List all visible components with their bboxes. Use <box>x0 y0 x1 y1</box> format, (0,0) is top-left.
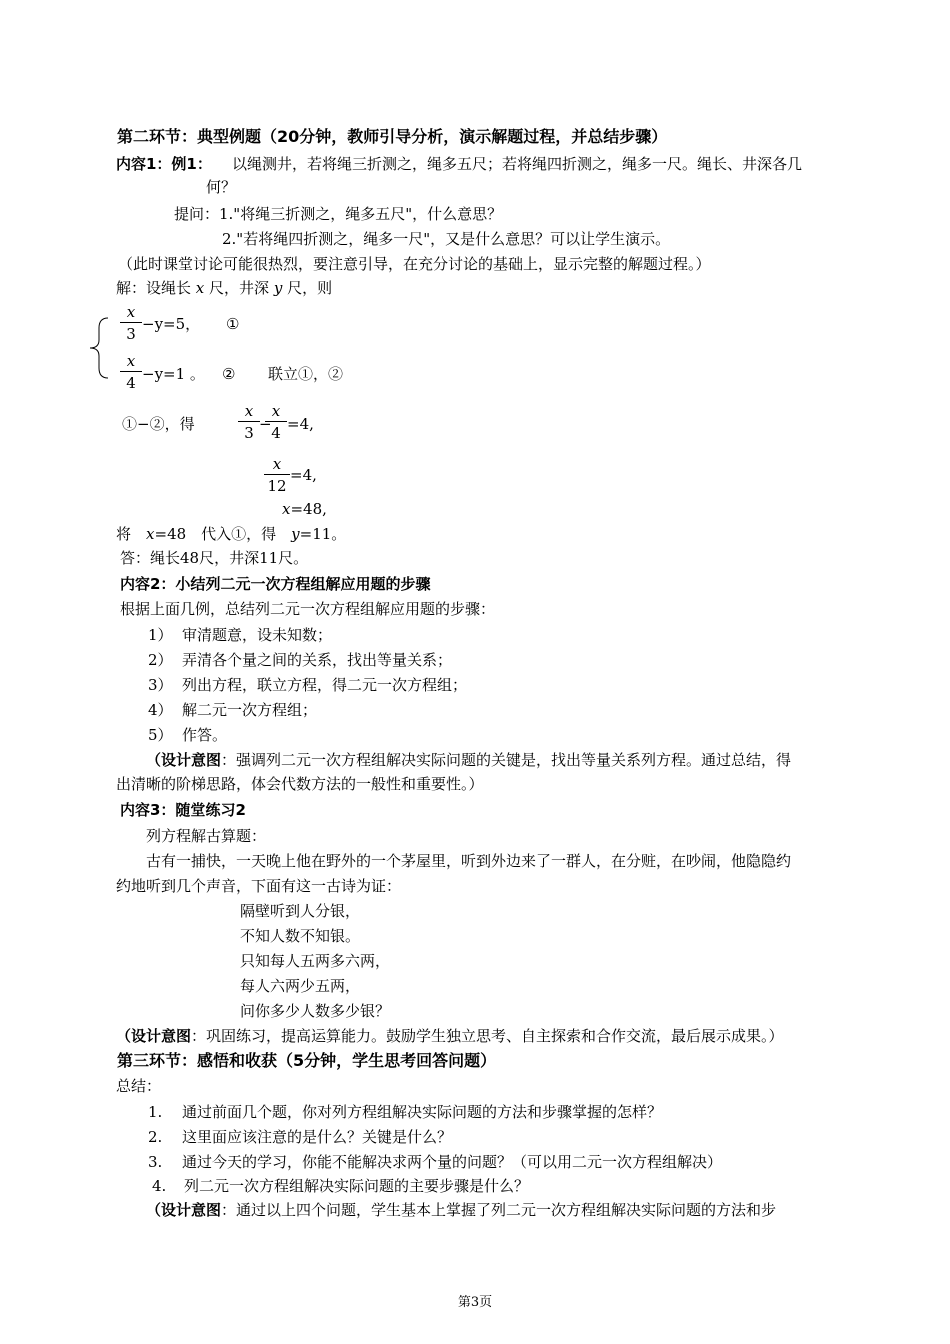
eq1-rest: −y=5， <box>142 315 201 333</box>
eq2-combine: 联立①，② <box>268 365 344 383</box>
step-item-text: 审清题意，设未知数； <box>182 626 333 644</box>
content1-label: 内容1：例1： <box>116 155 212 173</box>
poem-line: 每人六两少五两， <box>240 977 361 995</box>
design-intent-2: （设计意图：巩固练习，提高运算能力。鼓励学生独立思考、自主探索和合作交流，最后展示成果。） <box>116 1027 784 1045</box>
poem-line: 不知人数不知银。 <box>240 927 361 945</box>
question-1: 提问：1."将绳三折测之，绳多五尺"，什么意思？ <box>174 205 503 223</box>
section2-heading: 第二环节：典型例题（20分钟，教师引导分析，演示解题过程，并总结步骤） <box>117 127 668 146</box>
design-intent-1-line2: 出清晰的阶梯思路，体会代数方法的一般性和重要性。） <box>116 775 484 793</box>
question-2: 2."若将绳四折测之，绳多一尺"，又是什么意思？可以让学生演示。 <box>222 230 671 248</box>
eq1-fraction: x 3 <box>120 303 142 344</box>
eq2-fraction: x 4 <box>120 352 142 393</box>
poem-line: 隔壁听到人分银， <box>240 902 361 920</box>
summary-item-text: 这里面应该注意的是什么？关键是什么？ <box>182 1128 453 1146</box>
step-item-number: 5） <box>148 726 173 744</box>
step1-fraction-2: x 4 <box>265 402 287 443</box>
step3: x=48, <box>282 500 327 518</box>
substitute-line: 将 x=48 代入①，得 y=11。 <box>116 525 347 543</box>
example-text-line1: 以绳测井，若将绳三折测之，绳多五尺；若将绳四折测之，绳多一尺。绳长、井深各几 <box>232 155 803 173</box>
content2-intro: 根据上面几例，总结列二元一次方程组解应用题的步骤： <box>120 600 496 618</box>
equation-system-brace <box>88 316 110 380</box>
content3-heading: 内容3：随堂练习2 <box>120 801 246 819</box>
content3-intro: 列方程解古算题： <box>146 827 267 845</box>
step1-label: ①−②，得 <box>122 415 195 433</box>
summary-item-number: 4. <box>152 1177 167 1195</box>
step-item-text: 弄清各个量之间的关系，找出等量关系； <box>182 651 453 669</box>
step-item-text: 作答。 <box>182 726 228 744</box>
summary-item-text: 通过前面几个题，你对列方程组解决实际问题的方法和步骤掌握的怎样？ <box>182 1103 663 1121</box>
story-line2: 约地听到几个声音，下面有这一古诗为证： <box>116 877 402 895</box>
eq2-mark: ② <box>222 365 236 383</box>
content2-heading: 内容2：小结列二元一次方程组解应用题的步骤 <box>120 575 431 593</box>
story-line1: 古有一捕快，一天晚上他在野外的一个茅屋里，听到外边来了一群人，在分赃，在吵闹，他隐隐约 <box>146 852 792 870</box>
summary-item-text: 列二元一次方程组解决实际问题的主要步骤是什么？ <box>184 1177 530 1195</box>
design-intent-3: （设计意图：通过以上四个问题，学生基本上掌握了列二元一次方程组解决实际问题的方法和步 <box>146 1201 777 1219</box>
step1-minus: − <box>259 415 272 433</box>
step1-fraction-1: x 3 <box>238 402 260 443</box>
section3-heading: 第三环节：感悟和收获（5分钟，学生思考回答问题） <box>117 1051 497 1070</box>
step-item-number: 2） <box>148 651 173 669</box>
summary-label: 总结： <box>116 1077 162 1095</box>
step1-rest: =4, <box>287 415 314 433</box>
summary-item-text: 通过今天的学习，你能不能解决求两个量的问题？（可以用二元一次方程组解决） <box>182 1153 723 1171</box>
step-item-number: 1） <box>148 626 173 644</box>
example-text-line2: 何？ <box>206 178 237 196</box>
poem-line: 只知每人五两多六两， <box>240 952 391 970</box>
eq2-rest: −y=1 。 <box>142 365 205 383</box>
step-item-number: 4） <box>148 701 173 719</box>
page-number: 第3页 <box>457 1295 493 1310</box>
summary-item-number: 2. <box>148 1128 163 1146</box>
solution-intro: 解：设绳长 x 尺，井深 y 尺，则 <box>116 279 333 297</box>
step-item-text: 列出方程，联立方程，得二元一次方程组； <box>182 676 468 694</box>
step2-fraction: x 12 <box>264 455 290 496</box>
step-item-number: 3） <box>148 676 173 694</box>
summary-item-number: 1. <box>148 1103 163 1121</box>
summary-item-number: 3. <box>148 1153 163 1171</box>
step2-rest: =4, <box>290 466 317 484</box>
design-intent-1-line1: （设计意图：强调列二元一次方程组解决实际问题的关键是，找出等量关系列方程。通过总结，得 <box>146 751 792 769</box>
poem-line: 问你多少人数多少银？ <box>240 1002 391 1020</box>
discussion-note: （此时课堂讨论可能很热烈，要注意引导，在充分讨论的基础上，显示完整的解题过程。） <box>118 255 711 273</box>
answer: 答：绳长48尺，井深11尺。 <box>120 549 309 567</box>
step-item-text: 解二元一次方程组； <box>182 701 318 719</box>
eq1-mark: ① <box>226 315 240 333</box>
